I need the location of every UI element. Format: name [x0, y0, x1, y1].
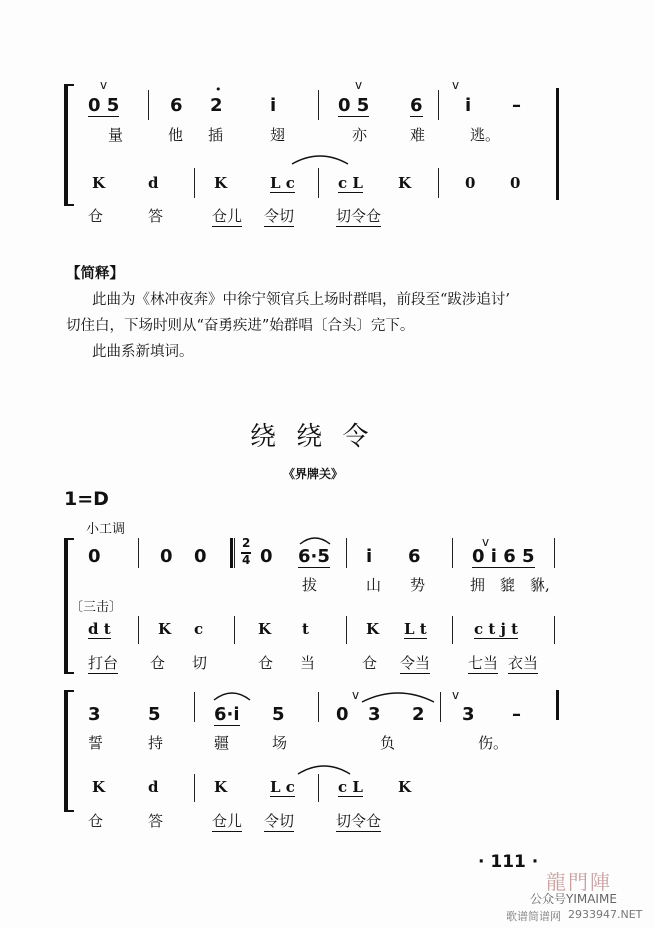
- bar-line: [554, 538, 555, 568]
- melody-note: 2: [412, 704, 425, 725]
- bar-line: [452, 616, 453, 644]
- percussion-word: 当: [300, 654, 316, 672]
- octave-dot: •: [215, 83, 222, 96]
- lyric: 他: [168, 126, 184, 144]
- percussion-symbol: d t: [88, 620, 111, 638]
- lyric: 誓: [88, 734, 104, 752]
- bar-line: [318, 774, 319, 802]
- slur: [290, 150, 350, 166]
- melody-note: –: [512, 704, 521, 725]
- breath-mark: v: [352, 688, 360, 702]
- percussion-symbol: d: [148, 778, 159, 796]
- slur: [298, 534, 332, 546]
- percussion-word: 答: [148, 812, 164, 830]
- percussion-word: 仓: [362, 654, 378, 672]
- song-subtitle: 《界牌关》: [283, 467, 344, 481]
- melody-note: 6: [170, 95, 183, 116]
- melody-note: 0: [160, 546, 173, 567]
- time-signature-bottom: 4: [242, 553, 251, 567]
- bar-line: [138, 538, 139, 568]
- melody-note: 6·i: [214, 704, 240, 725]
- breath-mark: v: [452, 78, 460, 92]
- percussion-word: 令切: [264, 812, 295, 830]
- bar-line: [318, 692, 319, 722]
- percussion-word: 令当: [400, 654, 431, 672]
- song-title: 绕 绕 令: [250, 422, 375, 452]
- percussion-label: 〔三击〕: [70, 600, 123, 615]
- percussion-word: 打台: [88, 654, 119, 672]
- bar-line: [452, 538, 453, 568]
- melody-note: 0 5: [88, 95, 120, 116]
- bar-line: [194, 692, 195, 722]
- system-bracket: [64, 690, 74, 812]
- lyric: 逃。: [470, 126, 501, 144]
- breath-mark: v: [452, 688, 460, 702]
- breath-mark: v: [482, 535, 490, 549]
- bar-line: [346, 538, 347, 568]
- lyric: 场: [272, 734, 288, 752]
- lyric: 持: [148, 734, 164, 752]
- time-signature-top: 2: [242, 536, 251, 550]
- percussion-symbol: K: [398, 778, 412, 796]
- commentary-heading: 【简释】: [66, 265, 124, 282]
- melody-note: 6: [410, 95, 423, 116]
- melody-note: 2: [210, 95, 223, 116]
- lyric: 量: [108, 126, 124, 144]
- percussion-symbol: t: [302, 620, 309, 638]
- melody-note: i: [366, 546, 373, 567]
- percussion-symbol: K: [258, 620, 272, 638]
- mode-label: 小工调: [86, 522, 126, 537]
- percussion-word: 切: [192, 654, 208, 672]
- footer-site-url: 2933947.NET: [568, 908, 643, 921]
- percussion-symbol: K: [158, 620, 172, 638]
- melody-note: 5: [272, 704, 285, 725]
- lyric: 山: [366, 576, 382, 594]
- percussion-word: 仓: [150, 654, 166, 672]
- bar-line: [556, 690, 559, 720]
- percussion-word: 仓: [88, 207, 104, 225]
- lyric: 拔: [302, 576, 318, 594]
- commentary-line: 此曲为《林冲夜奔》中徐宁领官兵上场时群唱，前段至“跋涉追讨’: [92, 292, 511, 308]
- bar-line: [318, 168, 319, 198]
- breath-mark: v: [100, 78, 108, 92]
- lyric: 疆: [214, 734, 230, 752]
- slur: [360, 688, 436, 704]
- percussion-symbol: L c: [270, 778, 295, 796]
- final-bar-line: [556, 88, 559, 200]
- bar-line: [346, 616, 347, 644]
- system-bracket: [64, 84, 74, 206]
- footer-site-name: 歌谱简谱网: [506, 910, 561, 923]
- melody-note: 0: [260, 546, 273, 567]
- melody-note: 0 i 6 5: [472, 546, 535, 567]
- bar-line: [148, 90, 149, 120]
- watermark-code: 公众号YIMAIME: [530, 892, 617, 906]
- melody-note: 3: [88, 704, 101, 725]
- percussion-symbol: K: [398, 174, 412, 192]
- bar-line: [554, 616, 555, 644]
- lyric: 貔: [500, 576, 516, 594]
- percussion-word: 仓儿: [212, 812, 243, 830]
- bar-line: [194, 774, 195, 802]
- melody-note: i: [270, 95, 277, 116]
- bar-line: [234, 616, 235, 644]
- percussion-word: 切令仓: [336, 812, 382, 830]
- bar-line: [138, 616, 139, 644]
- percussion-symbol: K: [92, 778, 106, 796]
- percussion-symbol: c L: [338, 778, 363, 796]
- lyric: 伤。: [478, 734, 509, 752]
- double-bar-line: [230, 538, 233, 568]
- lyric: 亦: [352, 126, 368, 144]
- percussion-symbol: L c: [270, 174, 295, 192]
- watermark-logo: 龍門陣: [546, 870, 612, 894]
- percussion-symbol: 0: [510, 174, 521, 192]
- percussion-symbol: K: [214, 778, 228, 796]
- bar-line: [234, 538, 235, 568]
- commentary-line: 切住白，下场时则从“奋勇疾进”始群唱〔合头〕完下。: [66, 318, 415, 334]
- melody-note: –: [512, 95, 521, 116]
- melody-note: 5: [148, 704, 161, 725]
- bar-line: [318, 90, 319, 120]
- melody-note: i: [465, 95, 472, 116]
- lyric: 难: [410, 126, 426, 144]
- percussion-symbol: c t j t: [474, 620, 519, 638]
- melody-note: 3: [368, 704, 381, 725]
- percussion-word: 答: [148, 207, 164, 225]
- melody-note: 0: [336, 704, 349, 725]
- melody-note: 3: [462, 704, 475, 725]
- percussion-word: 仓儿: [212, 207, 243, 225]
- melody-note: 6·5: [298, 546, 330, 567]
- percussion-word: 令切: [264, 207, 295, 225]
- bar-line: [194, 168, 195, 198]
- commentary-line: 此曲系新填词。: [92, 344, 194, 360]
- lyric: 插: [208, 126, 224, 144]
- slur: [296, 760, 352, 776]
- slur: [212, 688, 252, 702]
- percussion-symbol: L t: [404, 620, 427, 638]
- percussion-word: 仓: [88, 812, 104, 830]
- melody-note: 6: [408, 546, 421, 567]
- percussion-word: 衣当: [508, 654, 539, 672]
- percussion-word: 七当: [468, 654, 499, 672]
- bar-line: [440, 692, 441, 722]
- page-number: · 111 ·: [478, 852, 539, 872]
- melody-note: 0: [88, 546, 101, 567]
- percussion-symbol: d: [148, 174, 159, 192]
- percussion-word: 切令仓: [336, 207, 382, 225]
- percussion-symbol: K: [366, 620, 380, 638]
- bar-line: [438, 168, 439, 198]
- lyric: 翅: [270, 126, 286, 144]
- breath-mark: v: [355, 78, 363, 92]
- lyric: 拥: [470, 576, 486, 594]
- percussion-symbol: K: [92, 174, 106, 192]
- percussion-symbol: 0: [465, 174, 476, 192]
- lyric: 貅,: [530, 576, 550, 594]
- percussion-symbol: c: [194, 620, 204, 638]
- lyric: 负: [380, 734, 396, 752]
- percussion-symbol: K: [214, 174, 228, 192]
- melody-note: 0 5: [338, 95, 370, 116]
- melody-note: 0: [194, 546, 207, 567]
- key-signature: 1=D: [64, 488, 109, 510]
- percussion-symbol: c L: [338, 174, 363, 192]
- percussion-word: 仓: [258, 654, 274, 672]
- bar-line: [438, 90, 439, 120]
- lyric: 势: [410, 576, 426, 594]
